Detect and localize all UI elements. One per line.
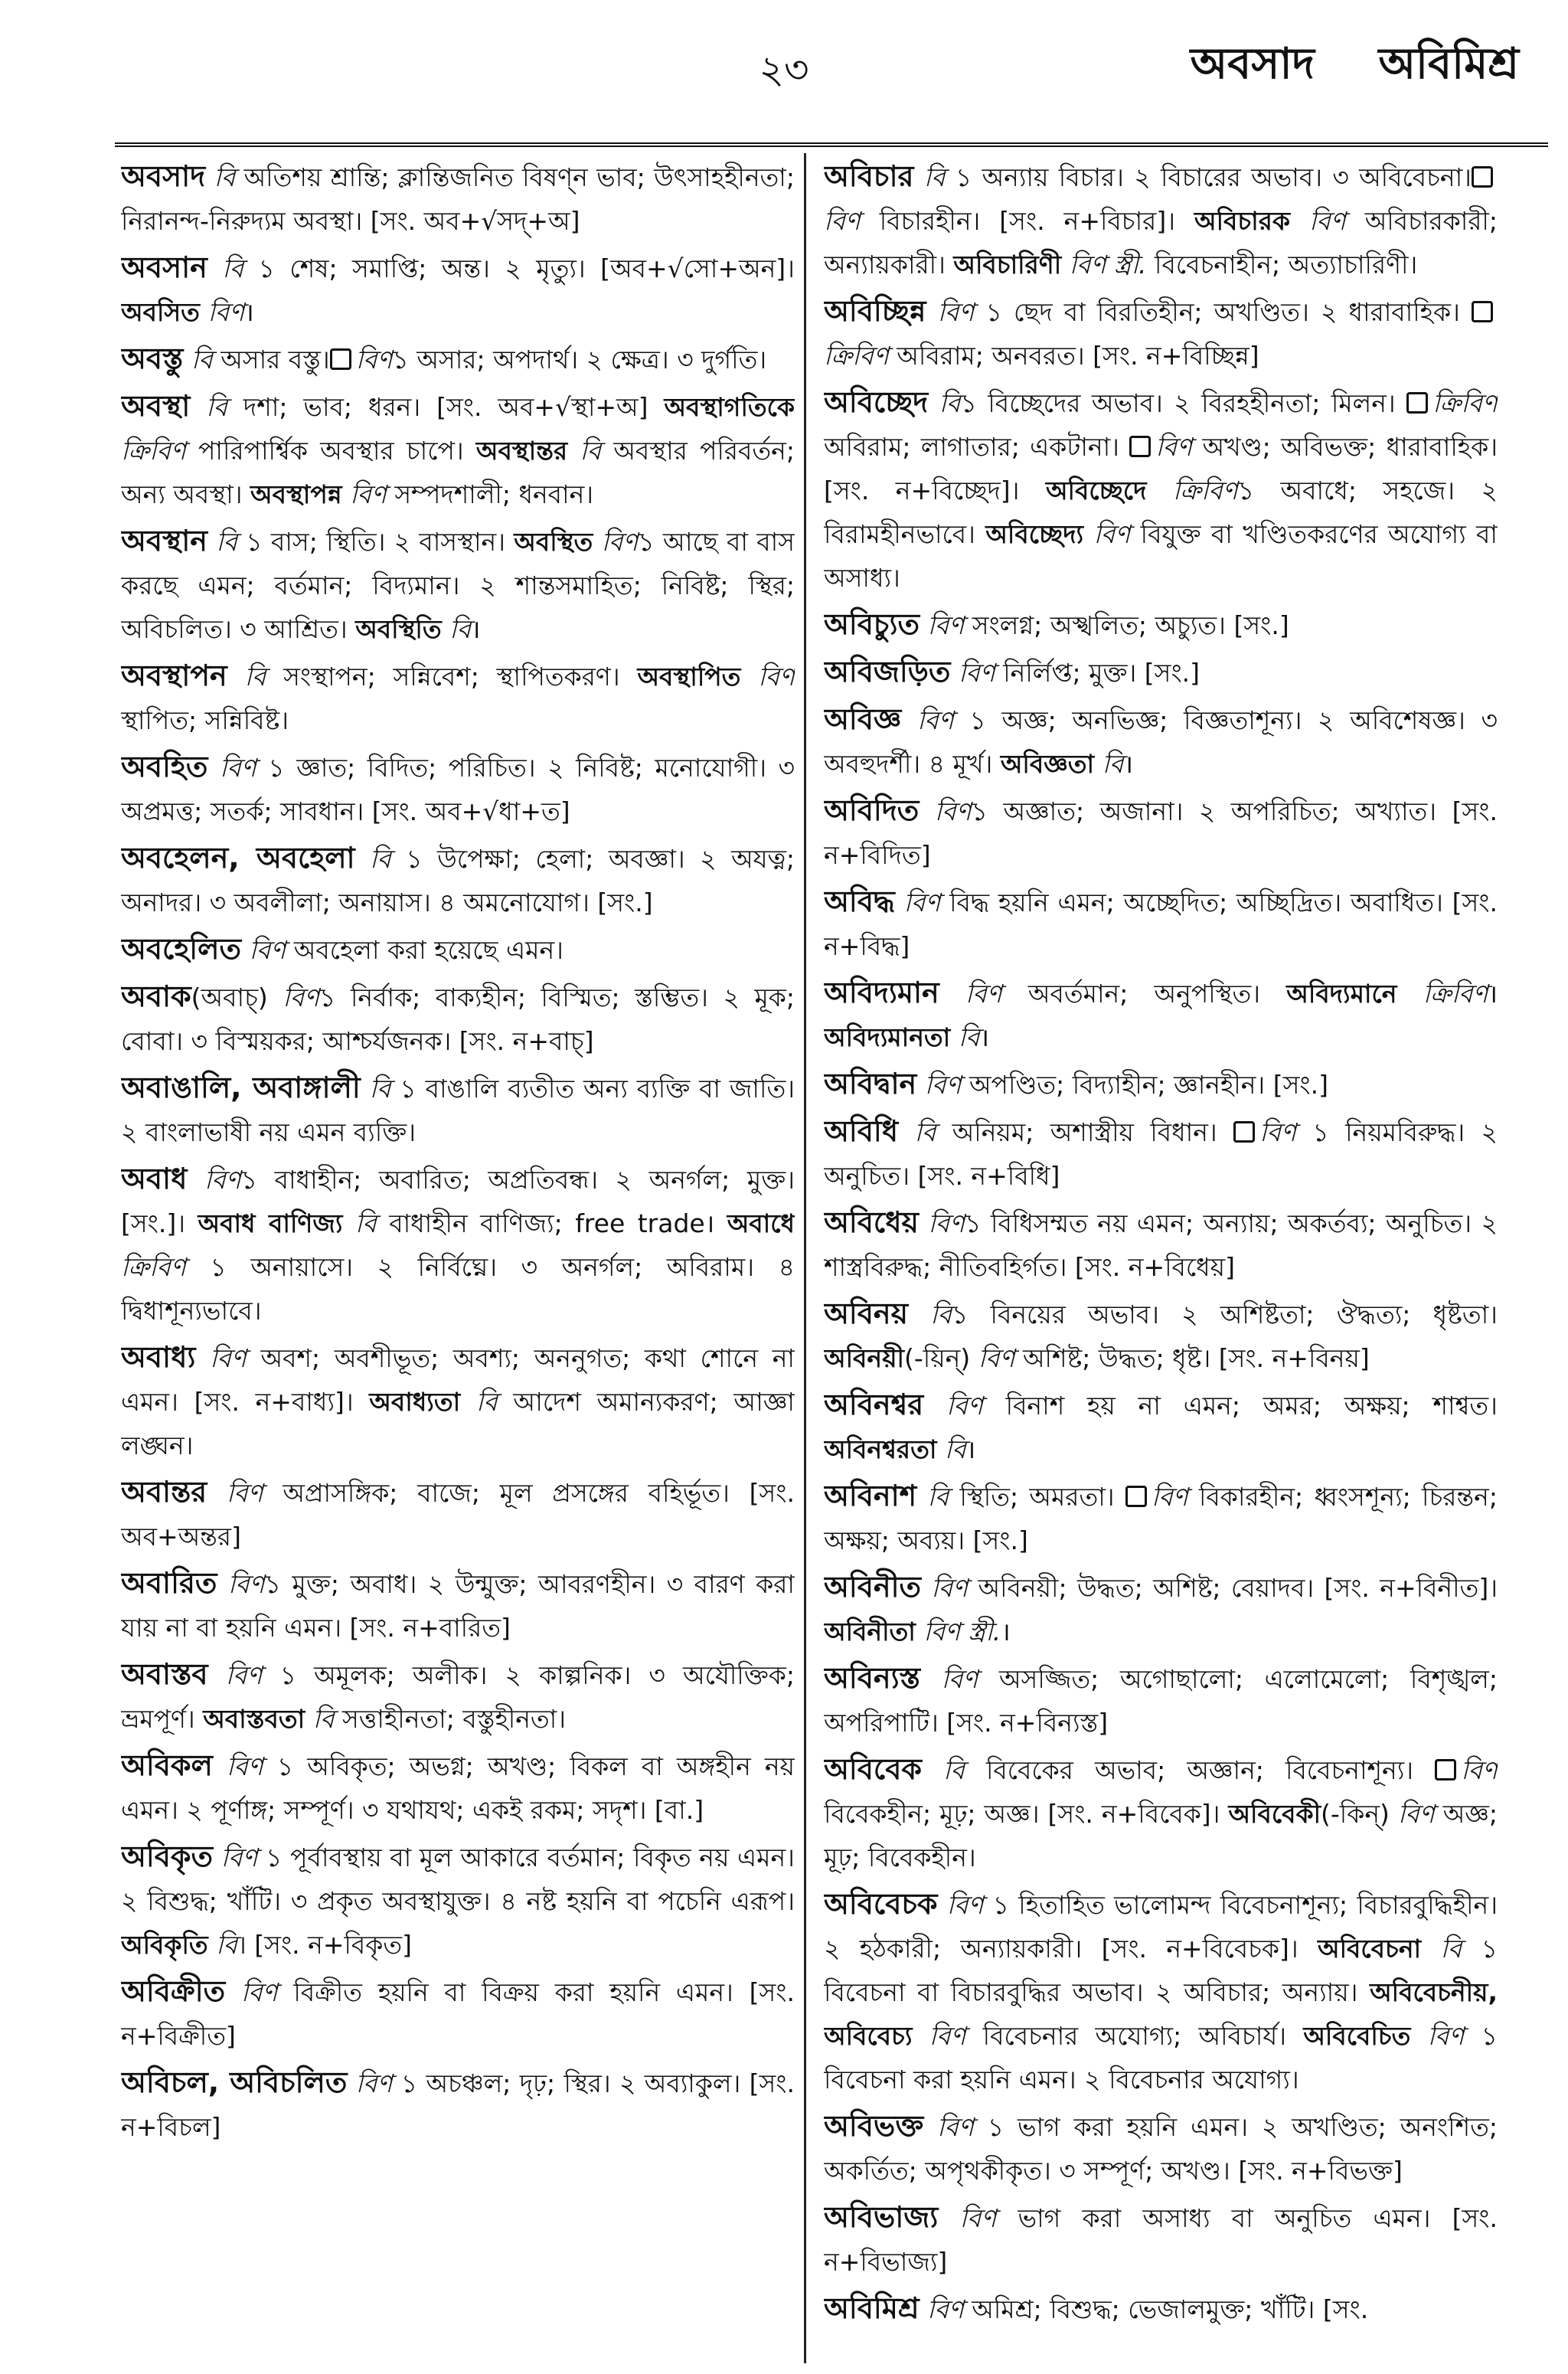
definition-text: স্থাপিত; সন্নিবিষ্ট।: [121, 705, 289, 735]
definition-text: বিকারহীন; ধ্বংসশূন্য; চিরন্তন; অক্ষয়; অব্যয়। [সং.]: [824, 1482, 1498, 1555]
dictionary-entry: [824, 1292, 1498, 1380]
sub-headword: অবস্থাপিত: [637, 662, 741, 692]
part-of-speech: বিণ: [939, 979, 1028, 1009]
right-column: [824, 155, 1498, 2360]
definition-text: বিবেকহীন; মূঢ়; অজ্ঞ। [সং. ন+বিবেক]।: [824, 1799, 1229, 1829]
part-of-speech: ক্রিবিণ: [121, 1252, 211, 1282]
sub-headword: অবিকৃতি: [121, 1930, 208, 1960]
sub-headword: অবিবেকী: [1228, 1799, 1321, 1829]
dictionary-entry: [824, 1565, 1498, 1653]
headword: অবান্তর: [121, 1475, 207, 1509]
dictionary-entry: [824, 1383, 1498, 1471]
dictionary-entry: [121, 836, 795, 924]
part-of-speech: বিণ: [919, 610, 972, 640]
part-of-speech: বিণ: [1397, 1799, 1443, 1829]
dictionary-entry: [121, 654, 795, 742]
sub-headword: অবিচারিণী: [953, 250, 1062, 280]
definition-text: বিবেকের অভাব; অজ্ঞান; বিবেচনাশূন্য।: [985, 1755, 1436, 1785]
part-of-speech: বি: [205, 162, 244, 192]
definition-text: বিবেচনাহীন; অত্যাচারিণী।: [1155, 250, 1418, 280]
dictionary-entry: [824, 2104, 1498, 2193]
definition-text: ১ জ্ঞাত; বিদিত; পরিচিত। ২ নিবিষ্ট; মনোযোগী। ৩ অপ্রমত্ত; সতর্ক; সাবধান। [সং. অব+√ধা+ত]: [121, 753, 795, 826]
definition-text: অসজ্জিত; অগোছালো; এলোমেলো; বিশৃঙ্খল; অপরিপাটি। [সং. ন+বিন্যস্ত]: [824, 1664, 1498, 1738]
headword: অবিচ্ছেদ: [824, 385, 929, 419]
dictionary-entry: [824, 289, 1498, 378]
definition-text: অসার বস্তু।: [220, 345, 330, 374]
definition-text: অশিষ্ট; উদ্ধত; ধৃষ্ট। [সং. ন+বিনয়]: [1022, 1343, 1370, 1373]
definition-text: অবিচারকারী; অন্যায়কারী।: [824, 206, 1498, 280]
headword: অবিজ্ঞ: [824, 702, 902, 736]
definition-text: বাধাহীন বাণিজ্য; free trade।: [389, 1208, 727, 1238]
definition-text: স্থিতি; অমরতা।: [959, 1482, 1125, 1512]
definition-text: ১ হিতাহিত ভালোমন্দ বিবেচনাশূন্য; বিচারবুদ্ধিহীন। ২ হঠকারী; অন্যায়কারী। [সং. ন+বিবেচক]।: [824, 1890, 1498, 1964]
definition-text: নির্লিপ্ত; মুক্ত। [সং.]: [1003, 658, 1200, 688]
part-of-speech: বিণ: [355, 345, 393, 374]
headword: অবিদিত: [824, 793, 920, 827]
dictionary-entry: [824, 2196, 1498, 2284]
definition-text: সংস্থাপন; সন্নিবেশ; স্থাপিতকরণ।: [283, 662, 638, 692]
part-of-speech: বিণ: [919, 2294, 972, 2324]
definition-text: অনিয়ম; অশাস্ত্রীয় বিধান।: [952, 1117, 1234, 1147]
headword: অবিনশ্বর: [824, 1388, 924, 1421]
sub-headword: অবিদ্যমানতা: [824, 1022, 951, 1052]
headword: অবিজড়িত: [824, 655, 951, 688]
definition-text: বিচারহীন। [সং. ন+বিচার]।: [879, 206, 1194, 236]
headword: অবাক: [121, 979, 191, 1013]
dictionary-entry: [121, 519, 795, 651]
dictionary-entry: [121, 1066, 795, 1154]
part-of-speech: বিণ: [923, 1391, 1006, 1421]
definition-text: অতিশয় শ্রান্তি; ক্লান্তিজনিত বিষণ্ন ভাব; উৎসাহহীনতা; নিরানন্দ-নিরুদ্যম অবস্থা। [সং. অব+√সদ্+অ]: [121, 162, 795, 236]
part-of-speech: বিণ: [283, 983, 320, 1012]
headword: অবসাদ: [121, 159, 206, 193]
definition-text: ১ বিবেচনা করা হয়নি এমন। ২ বিবেচনার অযোগ্য।: [824, 2021, 1498, 2094]
sense-marker-icon: [1406, 392, 1428, 414]
definition-text: ১ নিয়মবিরুদ্ধ। ২ অনুচিত। [সং. ন+বিধি]: [824, 1117, 1498, 1191]
dictionary-entry: [824, 1656, 1498, 1745]
definition-text: সংলগ্ন; অস্খলিত; অচ্যুত। [সং.]: [972, 610, 1289, 640]
sub-headword: অবিবেচিত: [1303, 2021, 1411, 2051]
part-of-speech: বিণ: [212, 1751, 277, 1781]
sense-marker-icon: [1125, 1486, 1147, 1507]
part-of-speech: বি: [1421, 1934, 1481, 1964]
part-of-speech: বিণ: [1410, 2021, 1481, 2051]
dictionary-entry: [121, 155, 795, 243]
dictionary-entry: [824, 1882, 1498, 2101]
headword: অবিধি: [824, 1114, 899, 1148]
definition-text: ।: [979, 1022, 990, 1052]
part-of-speech: বিণ: [225, 1977, 294, 2007]
dictionary-entry: [121, 745, 795, 833]
definition-text: ১ বিনয়ের অভাব। ২ অশিষ্টতা; ঔদ্ধত্য; ধৃষ্টতা।: [951, 1300, 1498, 1329]
guide-words: [1191, 31, 1519, 103]
part-of-speech: বিণ: [213, 1843, 266, 1872]
definition-text: বিনাশ হয় না এমন; অমর; অক্ষয়; শাশ্বত।: [1005, 1391, 1498, 1421]
headword: অবাধ: [121, 1162, 188, 1195]
definition-text: ১ অনায়াসে। ২ নির্বিঘ্নে। ৩ অনর্গল; অবিরাম। ৪ দ্বিধাশূন্যভাবে।: [121, 1252, 795, 1326]
headword: অবস্থাপন: [121, 659, 227, 692]
definition-text: পারিপার্শ্বিক অবস্থার চাপে।: [198, 436, 476, 466]
headword: অবসান: [121, 250, 207, 284]
dictionary-entry: [824, 1110, 1498, 1198]
sub-headword: অবস্থাপন্ন: [250, 479, 342, 509]
headword: অবিনাশ: [824, 1479, 917, 1512]
headword: অবিদ্যমান: [824, 976, 939, 1009]
part-of-speech: বি: [950, 1022, 980, 1052]
part-of-speech: বি: [921, 1755, 986, 1785]
sub-headword: অবিনশ্বরতা: [824, 1434, 937, 1464]
definition-text: আদেশ অমান্যকরণ; আজ্ঞা লঙ্ঘন।: [121, 1387, 795, 1460]
part-of-speech: ক্রিবিণ: [1432, 388, 1498, 418]
part-of-speech: বি: [227, 662, 284, 692]
part-of-speech: বি: [567, 436, 614, 466]
part-of-speech: বি: [183, 345, 221, 374]
part-of-speech: বিণ: [207, 1478, 283, 1508]
headword: অবহেলন, অবহেলা: [121, 841, 355, 875]
part-of-speech: বিণ: [341, 479, 395, 509]
headword: অবিচ্ছিন্ন: [824, 294, 926, 328]
part-of-speech: বিণ: [894, 888, 950, 917]
page-number: ২৩: [759, 47, 809, 92]
headword: অবহিত: [121, 750, 208, 783]
definition-text: অবিরাম; লাগাতার; একটানা।: [824, 432, 1130, 462]
part-of-speech: বি: [928, 388, 961, 418]
dictionary-entry: [824, 603, 1498, 647]
sub-headword: অবাধ্যতা: [369, 1387, 461, 1417]
definition-text: ১ ভাগ করা হয়নি এমন। ২ অখণ্ডিত; অনংশিত; অকর্তিত; অপৃথকীকৃত। ৩ সম্পূর্ণ; অখণ্ড। [সং. ন+বিভক্ত]: [824, 2112, 1498, 2186]
dictionary-entry: [121, 337, 795, 381]
dictionary-entry: [121, 1744, 795, 1832]
definition-text: ১ আছে বা বাস করছে এমন; বর্তমান; বিদ্যমান। ২ শান্তসমাহিত; নিবিষ্ট; স্থির; অবিচলিত। ৩ আশ্রিত।: [121, 527, 795, 644]
headword: অবিদ্বান: [824, 1067, 917, 1100]
sub-headword: অবস্থান্তর: [475, 436, 568, 466]
dictionary-entry: [824, 971, 1498, 1059]
sense-marker-icon: [1472, 166, 1493, 188]
header-rule: [115, 142, 1548, 147]
part-of-speech: বিণ: [199, 297, 245, 327]
definition-text: ।: [1001, 1617, 1011, 1646]
definition-text: ১ বিধিসম্মত নয় এমন; অন্যায়; অকর্তব্য; অনুচিত। ২ শাস্ত্রবিরুদ্ধ; নীতিবহির্গত। [সং. ন+বিধেয়]: [824, 1208, 1498, 1282]
part-of-speech: বিণ: [1461, 1755, 1498, 1785]
part-of-speech: বিণ: [824, 206, 880, 236]
definition-text: বিদ্ধ হয়নি এমন; অচ্ছেদিত; অচ্ছিদ্রিত। অবাধিত। [সং. ন+বিদ্ধ]: [824, 888, 1498, 961]
headword: অবিন্যস্ত: [824, 1661, 920, 1695]
headword: অবিভক্ত: [824, 2109, 924, 2143]
part-of-speech: বিণ: [1259, 1117, 1313, 1147]
dictionary-entry: [824, 880, 1498, 968]
dictionary-entry: [824, 1062, 1498, 1107]
part-of-speech: বিণ: [916, 1070, 969, 1100]
part-of-speech: বিণ: [919, 796, 972, 826]
sense-marker-icon: [1435, 1759, 1456, 1780]
headword: অবহেলিত: [121, 932, 241, 966]
headword: অবিমিশ্র: [824, 2291, 920, 2325]
definition-text: (-য়িন্): [903, 1343, 978, 1373]
headword: অবিদ্ধ: [824, 885, 895, 918]
definition-text: অবিরাম; অনবরত। [সং. ন+বিচ্ছিন্ন]: [897, 341, 1259, 371]
dictionary-entry: [121, 1561, 795, 1650]
definition-text: ১ বাঙালি ব্যতীত অন্য ব্যক্তি বা জাতি। ২ বাংলাভাষী নয় এমন ব্যক্তি।: [121, 1074, 795, 1147]
definition-text: ১ বাধাহীন; অবারিত; অপ্রতিবন্ধ। ২ অনর্গল; মুক্ত। [সং.]।: [121, 1165, 795, 1238]
page-header: [0, 0, 1568, 146]
definition-text: অবশ; অবশীভূত; অবশ্য; অননুগত; কথা শোনে না এমন। [সং. ন+বাধ্য]।: [121, 1343, 795, 1417]
sub-headword: অবাধ বাণিজ্য: [198, 1208, 343, 1238]
part-of-speech: বি: [441, 614, 471, 644]
definition-text: ১ নির্বাক; বাক্যহীন; বিস্মিত; স্তম্ভিত। ২ মূক; বোবা। ৩ বিস্ময়কর; আশ্চর্যজনক। [সং. ন+বাচ্]: [121, 983, 795, 1056]
headword: অবিকল: [121, 1748, 213, 1782]
dictionary-entry: [121, 927, 795, 972]
definition-text: অপ্রাসঙ্গিক; বাজে; মূল প্রসঙ্গের বহির্ভূত। [সং. অব+অন্তর]: [121, 1478, 795, 1552]
sub-headword: অবিজ্ঞতা: [1000, 749, 1095, 779]
definition-text: (অবাচ্): [191, 983, 283, 1012]
part-of-speech: বি: [460, 1387, 514, 1417]
dictionary-entry: [121, 1653, 795, 1741]
part-of-speech: বিণ: [912, 2021, 983, 2051]
sense-marker-icon: [1472, 301, 1493, 322]
sub-headword: অবসিত: [121, 297, 200, 327]
part-of-speech: বিণ: [938, 2203, 1018, 2233]
part-of-speech: বিণ: [740, 662, 795, 692]
headword: অবিধেয়: [824, 1205, 919, 1239]
dictionary-entry: [121, 975, 795, 1063]
part-of-speech: বিণ: [901, 705, 970, 735]
part-of-speech: বিণ: [207, 753, 269, 783]
headword: অবিচল, অবিচলিত: [121, 2065, 348, 2099]
definition-text: ১ অজ্ঞ; অনভিজ্ঞ; বিজ্ঞতাশূন্য। ২ অবিশেষজ্ঞ। ৩ অবহুদর্শী। ৪ মূর্খ।: [824, 705, 1498, 779]
sub-headword: অবিদ্যমানে: [1286, 979, 1397, 1009]
part-of-speech: বি: [360, 1074, 400, 1104]
definition-text: ।: [470, 614, 481, 644]
part-of-speech: বিণ: [195, 1343, 261, 1373]
dictionary-entry: [824, 1201, 1498, 1289]
headword: অবস্থান: [121, 524, 207, 558]
headword: অবস্তু: [121, 342, 184, 375]
definition-text: বিবেচনার অযোগ্য; অবিচার্য।: [982, 2021, 1304, 2051]
part-of-speech: বিণ: [923, 2112, 988, 2142]
headword: অবারিত: [121, 1566, 217, 1600]
sub-headword: অবিচ্ছেদে: [1045, 476, 1147, 505]
part-of-speech: বিণ স্ত্রী.: [915, 1617, 1001, 1646]
part-of-speech: বি: [190, 392, 243, 422]
dictionary-entry: [121, 246, 795, 334]
definition-text: ১ অবাধে; সহজে। ২ বিরামহীনভাবে।: [824, 476, 1498, 549]
definition-text: ।: [1488, 979, 1498, 1009]
headword: অবাধ্য: [121, 1340, 196, 1374]
headword: অবিনয়: [824, 1297, 908, 1330]
headword: অবিচ্যুত: [824, 607, 920, 641]
definition-text: ১ মুক্ত; অবাধ। ২ উন্মুক্ত; আবরণহীন। ৩ বারণ করা যায় না বা হয়নি এমন। [সং. ন+বারিত]: [121, 1569, 795, 1643]
definition-text: অখণ্ড; অবিভক্ত; ধারাবাহিক। [সং. ন+বিচ্ছেদ]।: [824, 432, 1498, 505]
part-of-speech: বিণ: [187, 1165, 241, 1195]
part-of-speech: ক্রিবিণ: [824, 341, 897, 371]
headword: অবস্থা: [121, 389, 191, 423]
part-of-speech: বিণ: [217, 1569, 265, 1599]
definition-text: ১ পূর্বাবস্থায় বা মূল আকারে বর্তমান; বিকৃত নয় এমন। ২ বিশুদ্ধ; খাঁটি। ৩ প্রকৃত অবস্থাযুক্ত। ৪ নষ্ট হয়নি বা পচেনি এরূপ।: [121, 1843, 795, 1916]
part-of-speech: বি: [1094, 749, 1124, 779]
sub-headword: অবস্থাগতিকে: [664, 392, 795, 422]
guide-word-last: অবিমিশ্র: [1378, 39, 1519, 89]
headword: অবিভাজ্য: [824, 2200, 939, 2234]
part-of-speech: বি: [342, 1208, 390, 1238]
definition-text: ১ অবিকৃত; অভগ্ন; অখণ্ড; বিকল বা অঙ্গহীন নয় এমন। ২ পূর্ণাঙ্গ; সম্পূর্ণ। ৩ যথাযথ; একই রকম; সদৃশ। [বা.]: [121, 1751, 795, 1825]
definition-text: সত্তাহীনতা; বস্তুহীনতা।: [341, 1704, 567, 1734]
dictionary-entry: [121, 1970, 795, 2058]
dictionary-entry: [824, 155, 1498, 286]
sub-headword: অবিচারক: [1194, 206, 1290, 236]
definition-text: ১ শেষ; সমাপ্তি; অন্ত। ২ মৃত্যু। [অব+√সো+অন]।: [258, 253, 795, 283]
sub-headword: অবস্থিত: [514, 527, 593, 557]
part-of-speech: বি: [207, 1930, 237, 1960]
part-of-speech: বিণ: [926, 297, 986, 327]
sub-headword: অবিবেচনা: [1318, 1934, 1422, 1964]
part-of-speech: বিণ: [1290, 206, 1365, 236]
part-of-speech: বি: [936, 1434, 966, 1464]
part-of-speech: বিণ: [921, 1573, 978, 1603]
part-of-speech: বিণ: [950, 658, 1004, 688]
definition-text: ।: [244, 297, 254, 327]
part-of-speech: বিণ: [920, 1664, 999, 1694]
definition-text: অজ্ঞ; মূঢ়; বিবেকহীন।: [824, 1799, 1498, 1872]
headword: অবাস্তব: [121, 1657, 208, 1691]
left-column: [121, 155, 795, 2360]
part-of-speech: বিণ: [937, 1890, 993, 1920]
dictionary-entry: [121, 1336, 795, 1467]
part-of-speech: বিণ: [918, 1208, 965, 1238]
definition-text: ১ অমূলক; অলীক। ২ কাল্পনিক। ৩ অযৌক্তিক; ভ্রমপূর্ণ।: [121, 1660, 795, 1734]
definition-text: অবহেলা করা হয়েছে এমন।: [293, 935, 564, 965]
sub-headword: অবাস্তবতা: [203, 1704, 305, 1734]
dictionary-entry: [824, 1474, 1498, 1562]
definition-text: অবস্থার পরিবর্তন; অন্য অবস্থা।: [121, 436, 795, 509]
definition-text: ১ বিবেচনা বা বিচারবুদ্ধির অভাব। ২ অবিচার; অন্যায়।: [824, 1934, 1498, 2007]
sense-marker-icon: [1129, 436, 1151, 457]
definition-text: ১ অজ্ঞাত; অজানা। ২ অপরিচিত; অখ্যাত। [সং. ন+বিদিত]: [824, 796, 1498, 870]
definition-text: (-কিন্): [1321, 1799, 1398, 1829]
definition-text: ১ বিচ্ছেদের অভাব। ২ বিরহহীনতা; মিলন।: [960, 388, 1407, 418]
definition-text: সম্পদশালী; ধনবান।: [394, 479, 594, 509]
part-of-speech: বিণ: [978, 1343, 1023, 1373]
part-of-speech: বিণ: [593, 527, 639, 557]
part-of-speech: ক্রিবিণ: [1396, 979, 1488, 1009]
dictionary-entry: [121, 2061, 795, 2149]
dictionary-entry: [824, 650, 1498, 695]
sense-marker-icon: [330, 348, 351, 370]
part-of-speech: বি: [898, 1117, 952, 1147]
part-of-speech: বিণ: [1155, 432, 1203, 462]
definition-text: ১ উপেক্ষা; হেলা; অবজ্ঞা। ২ অযত্ন; অনাদর। ৩ অবলীলা; অনায়াস। ৪ অমনোযোগ। [সং.]: [121, 844, 795, 917]
sub-headword: অবিনয়ী: [824, 1343, 904, 1373]
dictionary-entry: [824, 698, 1498, 786]
headword: অবিচার: [824, 159, 914, 193]
dictionary-entry: [824, 1748, 1498, 1879]
sub-headword: অবাধে: [727, 1208, 795, 1238]
headword: অবিক্রীত: [121, 1974, 226, 2008]
sub-headword: অবিনীতা: [824, 1617, 916, 1646]
guide-word-first: অবসাদ: [1190, 39, 1315, 89]
part-of-speech: বি: [908, 1300, 952, 1329]
definition-text: ১ ছেদ বা বিরতিহীন; অখণ্ডিত। ২ ধারাবাহিক।: [985, 297, 1472, 327]
part-of-speech: বি: [305, 1704, 342, 1734]
definition-text: দশা; ভাব; ধরন। [সং. অব+√স্থা+অ]: [243, 392, 665, 422]
part-of-speech: বিণ: [241, 935, 294, 965]
part-of-speech: ক্রিবিণ: [121, 436, 198, 466]
column-separator: [804, 153, 806, 2363]
dictionary-entry: [824, 789, 1498, 877]
part-of-speech: বিণ: [1083, 519, 1141, 549]
definition-text: অমিশ্র; বিশুদ্ধ; ভেজালমুক্ত; খাঁটি। [সং.: [972, 2294, 1369, 2324]
part-of-speech: বিণ: [1151, 1482, 1199, 1512]
definition-text: অবর্তমান; অনুপস্থিত।: [1027, 979, 1287, 1009]
part-of-speech: বি: [916, 1482, 960, 1512]
part-of-speech: ক্রিবিণ: [1146, 476, 1238, 505]
definition-text: । [সং. ন+বিকৃত]: [237, 1930, 413, 1960]
part-of-speech: বিণ স্ত্রী.: [1061, 250, 1155, 280]
part-of-speech: বিণ: [207, 1660, 280, 1690]
definition-text: ১ বাস; স্থিতি। ২ বাসস্থান।: [246, 527, 514, 557]
part-of-speech: বি: [207, 253, 259, 283]
dictionary-entry: [121, 1157, 795, 1333]
part-of-speech: বি: [354, 844, 407, 874]
definition-text: বিক্রীত হয়নি বা বিক্রয় করা হয়নি এমন। [সং. ন+বিক্রীত]: [121, 1977, 795, 2051]
definition-text: ভাগ করা অসাধ্য বা অনুচিত এমন। [সং. ন+বিভাজ্য]: [824, 2203, 1498, 2277]
definition-text: অপণ্ডিত; বিদ্যাহীন; জ্ঞানহীন। [সং.]: [969, 1070, 1328, 1100]
sub-headword: অবস্থিতি: [355, 614, 442, 644]
dictionary-entry: [121, 1835, 795, 1967]
sense-marker-icon: [1233, 1121, 1255, 1143]
dictionary-entry: [121, 384, 795, 516]
definition-text: বিযুক্ত বা খণ্ডিতকরণের অযোগ্য বা অসাধ্য।: [824, 519, 1498, 593]
sub-headword: অবিবেচনীয়, অবিবেচ্য: [824, 1977, 1498, 2051]
definition-text: অবিনয়ী; উদ্ধত; অশিষ্ট; বেয়াদব। [সং. ন+বিনীত]।: [978, 1573, 1498, 1603]
definition-text: ।: [1123, 749, 1133, 779]
dictionary-entry: [824, 2287, 1498, 2331]
dictionary-entry: [121, 1470, 795, 1558]
dictionary-entry: [824, 381, 1498, 600]
sub-headword: অবিচ্ছেদ্য: [985, 519, 1084, 549]
definition-text: ।: [965, 1434, 976, 1464]
headword: অবিকৃত: [121, 1839, 214, 1873]
definition-text: ১ অসার; অপদার্থ। ২ ক্ষেত্র। ৩ দুর্গতি।: [392, 345, 767, 374]
part-of-speech: বি: [207, 527, 247, 557]
headword: অবিবেচক: [824, 1887, 938, 1921]
part-of-speech: বি: [913, 162, 956, 192]
headword: অবিনীত: [824, 1570, 921, 1604]
headword: অবিবেক: [824, 1752, 922, 1786]
definition-text: ১ অন্যায় বিচার। ২ বিচারের অভাব। ৩ অবিবেচনা।: [955, 162, 1472, 192]
definition-text: ১ অচঞ্চল; দৃঢ়; স্থির। ২ অব্যাকুল। [সং. ন+বিচল]: [121, 2068, 795, 2142]
headword: অবাঙালি, অবাঙ্গালী: [121, 1071, 361, 1104]
part-of-speech: বিণ: [347, 2068, 401, 2098]
